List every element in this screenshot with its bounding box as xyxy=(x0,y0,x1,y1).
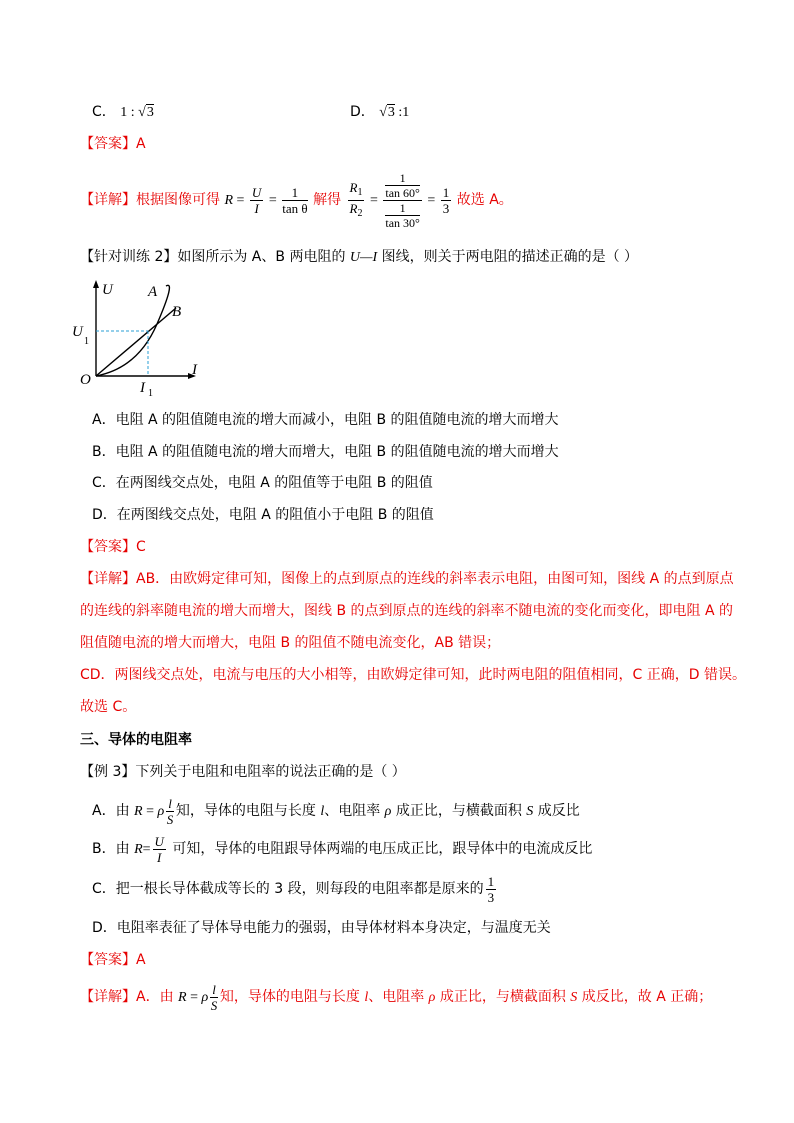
detail-2-line-2: 的连线的斜率随电流的增大而增大，图线 B 的点到原点的连线的斜率不随电流的变化而变化，即电阻 A 的 xyxy=(80,603,733,619)
detail-1 xyxy=(80,168,513,232)
ex3-option-a: A．由 R = ρ $\frac{l}{S}$ 知，导体的电阻与长度 l、电阻率 ρ 成正比，与横截面积 S 成反比 xyxy=(92,795,580,827)
i1-label: I xyxy=(140,380,145,396)
formula-ohm: R = $\frac{U}{I}$ = $\frac{1}{\text{tan θ}}$ xyxy=(224,185,308,217)
detail-conclusion: 故选 A。 xyxy=(456,192,513,208)
detail-label: 【详解】 xyxy=(80,192,136,208)
detail-3: 【详解】A．由 R = ρ $\frac{l}{S}$ 知，导体的电阻与长度 l、电阻率 ρ 成正比，与横截面积 S 成反比，故 A 正确； xyxy=(80,981,713,1013)
line-b xyxy=(96,308,176,376)
option-text: 1 : √3 xyxy=(120,105,154,120)
u1-sub: 1 xyxy=(84,336,89,347)
detail-2-line-1: 【详解】AB．由欧姆定律可知，图像上的点到原点的连线的斜率表示电阻，由图可知，图线 A 的点到原点 xyxy=(80,571,734,587)
answer-label: 【答案】 xyxy=(80,136,136,152)
answer-3: 【答案】A xyxy=(80,952,146,968)
answer-2: 【答案】C xyxy=(80,539,146,555)
answer-1 xyxy=(80,135,146,153)
train2-option-a: A．电阻 A 的阻值随电流的增大而减小，电阻 B 的阻值随电流的增大而增大 xyxy=(92,412,559,428)
curve-a-label: A xyxy=(148,284,158,300)
option-d-prev xyxy=(350,103,409,122)
detail-2-line-3: 阻值随电流的增大而增大，电阻 B 的阻值不随电流变化，AB 错误； xyxy=(80,635,501,651)
i1-sub: 1 xyxy=(148,388,153,396)
question-stem-train2: 【针对训练 2】如图所示为 A、B 两电阻的 U—I 图线，则关于两电阻的描述正确的是（ ） xyxy=(80,249,639,265)
detail-2-line-5: 故选 C。 xyxy=(80,699,137,715)
detail-solve: 解得 xyxy=(313,192,342,208)
y-axis-label: U xyxy=(102,282,113,298)
ui-graph xyxy=(68,276,208,396)
option-c-prev xyxy=(92,103,154,122)
x-axis-label: I xyxy=(192,362,197,378)
section-title: 三、导体的电阻率 xyxy=(80,732,192,748)
ex3-option-c: C．把一根长导体截成等长的 3 段，则每段的电阻率都是原来的 $\frac{1}{3}$ xyxy=(92,873,495,905)
ex3-option-d: D．电阻率表征了导体导电能力的强弱，由导体材料本身决定，与温度无关 xyxy=(92,920,551,936)
option-letter: C． xyxy=(92,104,116,120)
line-b-label: B xyxy=(172,304,182,320)
y-axis-arrow xyxy=(93,280,99,288)
detail-intro: 根据图像可得 xyxy=(136,192,220,208)
answer-value: A xyxy=(136,136,146,152)
train2-option-c: C．在两图线交点处，电阻 A 的阻值等于电阻 B 的阻值 xyxy=(92,475,433,491)
formula-ratio: $\frac{R_1}{R_2}$ = $\frac{\frac{1}{\tan 60^\circ}}{\frac{1}{\tan 30^\circ}}$ = $\frac{1}{3}$ xyxy=(349,171,450,231)
origin-label: O xyxy=(80,372,91,388)
detail-2-line-4: CD．两图线交点处，电流与电压的大小相等，由欧姆定律可知，此时两电阻的阻值相同，C 正确，D 错误。 xyxy=(80,667,747,683)
option-text: √3 :1 xyxy=(379,105,410,120)
option-letter: D． xyxy=(350,104,375,120)
train2-option-b: B．电阻 A 的阻值随电流的增大而增大，电阻 B 的阻值随电流的增大而增大 xyxy=(92,444,559,460)
train2-option-d: D．在两图线交点处，电阻 A 的阻值小于电阻 B 的阻值 xyxy=(92,507,434,523)
ex3-option-b: B．由 R= $\frac{U}{I}$ 可知，导体的电阻跟导体两端的电压成正比，跟导体中的电流成反比 xyxy=(92,833,593,865)
question-stem-ex3: 【例 3】下列关于电阻和电阻率的说法正确的是（ ） xyxy=(80,764,406,780)
u1-label: U xyxy=(72,324,83,340)
